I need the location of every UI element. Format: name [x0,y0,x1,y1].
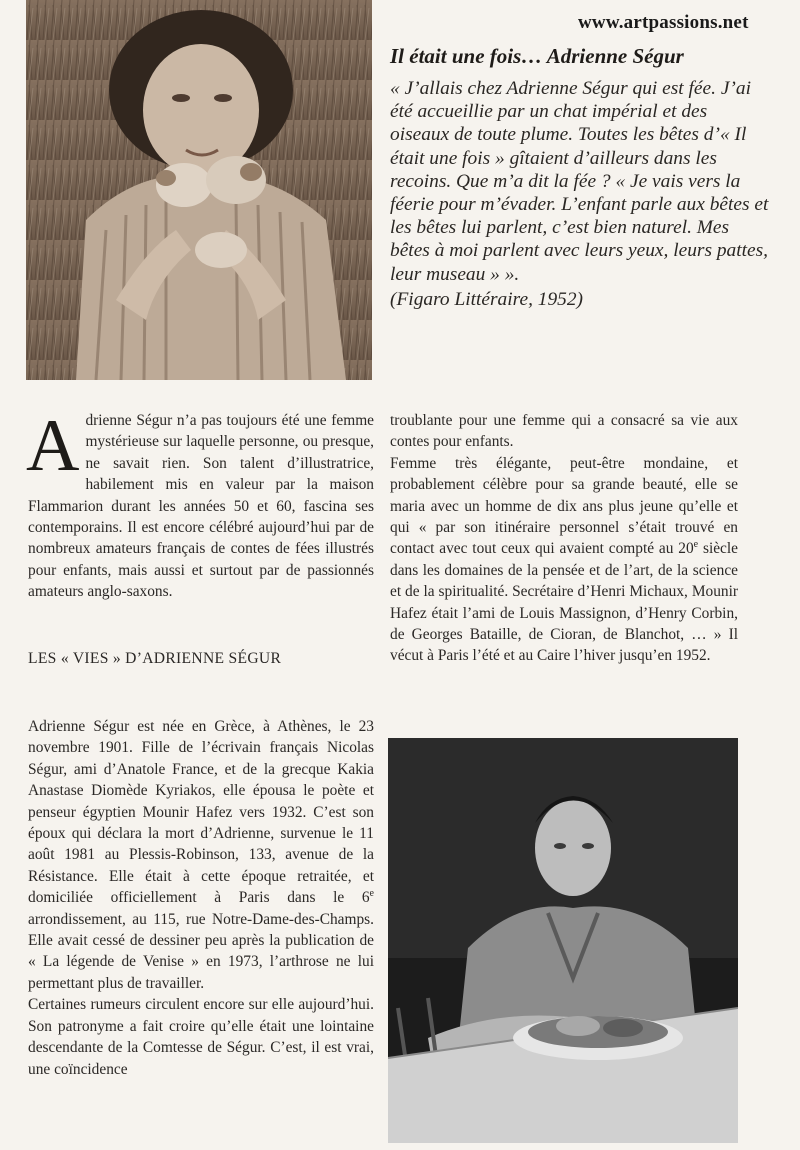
intro-paragraph [26,405,374,603]
section-title: LES « VIES » D’ADRIENNE SÉGUR [28,650,282,667]
right-column [390,410,738,667]
portrait-photo-woman [26,0,372,380]
quote-block [390,44,770,312]
quote-text: « J’allais chez Adrienne Ségur qui est fée. J’ai été accueillie par un chat impérial et des oiseaux de toute plume. Toutes les bêtes d’« Il était une fois » gîtaient d’ailleurs dans les recoins. Que m’a dit la fée ? « Je vais vers la féerie pour m’évader. L’enfant parle aux bêtes et les bêtes lui parlent, c’est bien naturel. Mes bêtes à moi parlent avec leurs yeux, leurs pattes, leur museau » ». [390,78,769,285]
intro-column [26,405,374,603]
quote-title: Il était une fois… Adrienne Ségur [390,44,684,68]
biography-paragraph-1-text-a: Adrienne Ségur est née en Grèce, à Athènes, le 23 novembre 1901. Fille de l’écrivain français Nicolas Ségur, ami d’Anatole France, et de la grecque Kakia Anastase Diomède Kyriakos, elle épousa le poète et penseur égyptien Mounir Hafez vers 1932. C’est son époux qui déclara la mort d’Adrienne, survenue le 11 août 1981 au Plessis-Robinson, 133, avenue de la Résistance. Elle était à cette époque retraitée, et domiciliée officiellement à Paris dans le 6 [28,718,374,907]
watermark: www.artpassions.net [578,12,749,33]
right-paragraph-1: troublante pour une femme qui a consacré sa vie aux contes pour enfants. [390,412,738,451]
drop-cap: A [26,405,80,487]
man-photo-graphic [388,738,738,1143]
portrait-photo-man [388,738,738,1143]
biography-column [28,716,374,1080]
ordinal-superscript: e [693,539,699,551]
right-paragraph-2 [390,453,738,667]
ordinal-superscript: e [369,888,374,900]
right-paragraph-2-text-a: Femme très élégante, peut-être mondaine, et probablement célèbre pour sa grande beauté, elle se maria avec un homme de dix ans plus jeune qu’elle et qui « par son itinéraire personnel s’était trouvé en contact avec tout ceux qui avaient compté au 20 [390,454,738,558]
quote-source: (Figaro Littéraire, 1952) [390,288,583,310]
biography-paragraph-2: Certaines rumeurs circulent encore sur elle aujourd’hui. Son patronyme a fait croire qu’elle était une lointaine descendante de la Comtesse de Ségur. C’est, il est vrai, une coïncidence [28,996,374,1078]
portrait-photo-graphic [26,0,372,380]
biography-paragraph-1 [28,716,374,994]
right-paragraph-2-text-b: siècle dans les domaines de la pensée et de l’art, de la science et de la spiritualité. Secrétaire d’Henri Michaux, Mounir Hafez était l’ami de Louis Massignon, d’Henry Corbin, de Georges Bataille, de Cioran, de Blanchot, … » Il vécut à Paris l’été et au Caire l’hiver jusqu’en 1952. [390,540,738,665]
biography-paragraph-1-text-b: arrondissement, au 115, rue Notre-Dame-des-Champs. Elle avait cessé de dessiner peu après la publication de « La légende de Venise » en 1973, l’arthrose ne lui permettant plus de travailler. [28,910,374,992]
intro-text: drienne Ségur n’a pas toujours été une femme mystérieuse sur laquelle personne, ou presque, ne savait rien. Son talent d’illustratrice, habilement mis en valeur par la maison Flammarion durant les années 50 et 60, fascina ses contemporains. Il est encore célébré aujourd’hui par de nombreux amateurs français de contes de fées illustrés pour enfants, mais aussi et surtout par de passionnés amateurs anglo-saxons. [28,412,374,601]
